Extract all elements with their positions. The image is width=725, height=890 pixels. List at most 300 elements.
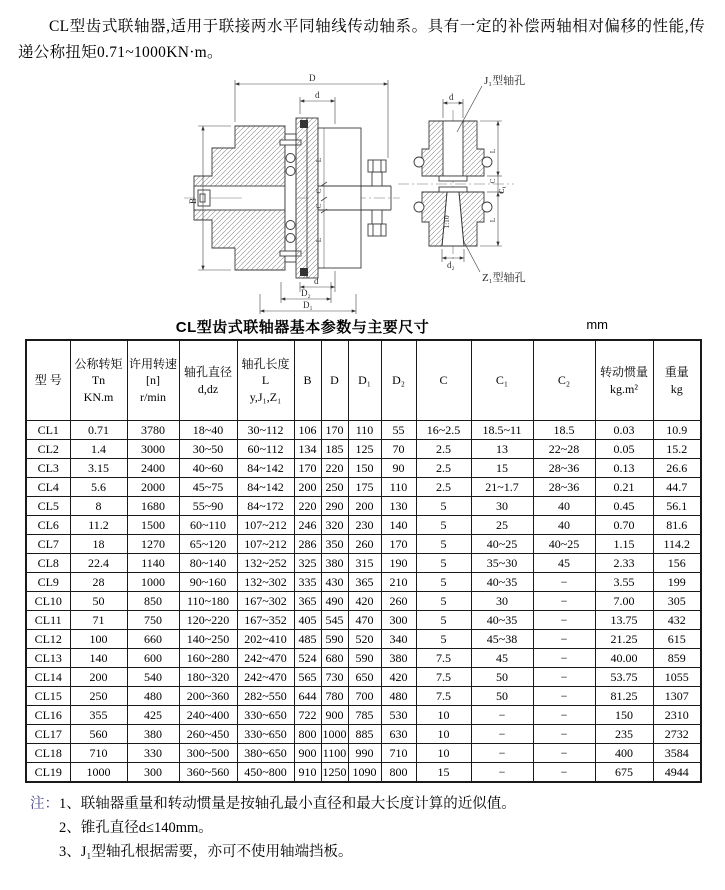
table-row [26,497,701,516]
value-cell: 2400 [127,459,179,478]
value-cell: 730 [321,668,348,687]
model-cell: CL8 [26,554,70,573]
value-cell: 18.5~11 [471,421,533,440]
value-cell: 300~500 [179,744,237,763]
value-cell: 56.1 [653,497,701,516]
value-cell: 470 [348,611,381,630]
model-cell: CL12 [26,630,70,649]
value-cell: 7.5 [416,649,471,668]
value-cell: 450~800 [237,763,294,783]
j1-bore-callout: J₁型轴孔 [484,75,526,87]
table-row [26,440,701,459]
table-row [26,630,701,649]
value-cell: 600 [127,649,179,668]
value-cell: 330~650 [237,725,294,744]
value-cell: 405 [294,611,321,630]
model-cell: CL14 [26,668,70,687]
model-cell: CL1 [26,421,70,440]
value-cell: 40~35 [471,573,533,592]
value-cell: 490 [321,592,348,611]
value-cell: 1055 [653,668,701,687]
value-cell: 325 [294,554,321,573]
value-cell: 13 [471,440,533,459]
value-cell: 900 [321,706,348,725]
value-cell: 540 [127,668,179,687]
column-header: 轴孔直径 d,dz [179,340,237,421]
value-cell: 350 [321,535,348,554]
value-cell: 140 [381,516,416,535]
value-cell: 400 [595,744,653,763]
value-cell: 106 [294,421,321,440]
table-row [26,554,701,573]
value-cell: 81.25 [595,687,653,706]
value-cell: 25 [471,516,533,535]
coupling-drawing-svg [146,70,576,314]
value-cell: 2.33 [595,554,653,573]
value-cell: 190 [381,554,416,573]
value-cell: − [471,725,533,744]
value-cell: 167~352 [237,611,294,630]
value-cell: 675 [595,763,653,783]
table-title-row [25,316,700,336]
note-item: 3、J₁型轴孔根据需要，亦可不使用轴端挡板。 [59,844,353,860]
value-cell: 230 [348,516,381,535]
table-row [26,535,701,554]
value-cell: 40~25 [471,535,533,554]
table-row [26,725,701,744]
value-cell: 65~120 [179,535,237,554]
value-cell: 630 [381,725,416,744]
table-row [26,687,701,706]
dim-d-top-label: d [315,90,320,100]
value-cell: 10 [416,706,471,725]
value-cell: − [471,744,533,763]
value-cell: 5 [416,497,471,516]
value-cell: 0.21 [595,478,653,497]
value-cell: 7.00 [595,592,653,611]
parameters-table [25,339,702,783]
model-cell: CL9 [26,573,70,592]
value-cell: 680 [321,649,348,668]
model-cell: CL18 [26,744,70,763]
value-cell: 644 [294,687,321,706]
value-cell: 250 [321,478,348,497]
model-cell: CL2 [26,440,70,459]
table-row [26,421,701,440]
value-cell: 150 [595,706,653,725]
value-cell: 750 [127,611,179,630]
value-cell: 315 [348,554,381,573]
dim-d-bottom-label: d [314,276,319,286]
value-cell: 18.5 [533,421,595,440]
column-header: C [416,340,471,421]
value-cell: 432 [653,611,701,630]
value-cell: 70 [381,440,416,459]
value-cell: 50 [70,592,127,611]
column-header: 许用转速 [n] r/min [127,340,179,421]
value-cell: 380 [321,554,348,573]
dim-D-label: D [309,73,316,83]
z1-bore-callout: Z₁型轴孔 [482,272,526,284]
value-cell: 40~25 [533,535,595,554]
value-cell: 53.75 [595,668,653,687]
taper-label: 1:10 [442,215,451,229]
value-cell: 1680 [127,497,179,516]
value-cell: 305 [653,592,701,611]
value-cell: 5 [416,554,471,573]
value-cell: 235 [595,725,653,744]
value-cell: 81.6 [653,516,701,535]
model-cell: CL10 [26,592,70,611]
value-cell: 545 [321,611,348,630]
notes-prefix: 注： [30,796,59,812]
value-cell: 44.7 [653,478,701,497]
value-cell: 0.70 [595,516,653,535]
value-cell: 240~400 [179,706,237,725]
value-cell: 5 [416,516,471,535]
value-cell: 0.05 [595,440,653,459]
model-cell: CL5 [26,497,70,516]
value-cell: − [533,706,595,725]
value-cell: 260 [348,535,381,554]
value-cell: 8 [70,497,127,516]
value-cell: 30~50 [179,440,237,459]
coupling-drawing [146,70,725,314]
dim-C-label: C [488,178,497,184]
value-cell: 520 [348,630,381,649]
table-row [26,592,701,611]
value-cell: − [471,763,533,783]
table-row [26,763,701,783]
value-cell: 420 [348,592,381,611]
intro-paragraph: CL型齿式联轴器,适用于联接两水平同轴线传动轴系。具有一定的补偿两轴相对偏移的性能,传递公称扭矩0.71~1000KN·m。 [18,18,705,61]
dim-C-upper-label: C [314,188,323,194]
value-cell: 990 [348,744,381,763]
value-cell: 0.13 [595,459,653,478]
value-cell: 560 [70,725,127,744]
column-header: B [294,340,321,421]
dim-dz-label: d₂ [447,260,455,270]
value-cell: 18~40 [179,421,237,440]
value-cell: 200~360 [179,687,237,706]
value-cell: 485 [294,630,321,649]
value-cell: 1000 [70,763,127,783]
dim-L-lower-label: L [314,237,323,243]
value-cell: 260~450 [179,725,237,744]
value-cell: 780 [321,687,348,706]
value-cell: 1090 [348,763,381,783]
dim-d1-label: d [449,92,454,102]
value-cell: 590 [348,649,381,668]
value-cell: 480 [381,687,416,706]
value-cell: 114.2 [653,535,701,554]
value-cell: 130 [381,497,416,516]
value-cell: 3.15 [70,459,127,478]
value-cell: 21~1.7 [471,478,533,497]
table-row [26,573,701,592]
notes-list [30,792,725,864]
value-cell: − [533,744,595,763]
value-cell: 40~60 [179,459,237,478]
value-cell: 84~172 [237,497,294,516]
value-cell: 5 [416,630,471,649]
value-cell: 0.03 [595,421,653,440]
value-cell: 3780 [127,421,179,440]
value-cell: 140 [70,649,127,668]
column-header: D [321,340,348,421]
value-cell: 21.25 [595,630,653,649]
column-header: C₂ [533,340,595,421]
value-cell: 180~320 [179,668,237,687]
value-cell: 107~212 [237,535,294,554]
value-cell: 480 [127,687,179,706]
value-cell: 35~30 [471,554,533,573]
table-row [26,516,701,535]
value-cell: 1.15 [595,535,653,554]
dim-L-top-label: L [488,148,497,154]
value-cell: − [533,763,595,783]
value-cell: 1100 [321,744,348,763]
model-cell: CL11 [26,611,70,630]
column-header: D₂ [381,340,416,421]
value-cell: 300 [127,763,179,783]
value-cell: 4944 [653,763,701,783]
value-cell: 45 [533,554,595,573]
value-cell: 1250 [321,763,348,783]
value-cell: 55~90 [179,497,237,516]
value-cell: 71 [70,611,127,630]
value-cell: 2.5 [416,478,471,497]
value-cell: 45 [471,649,533,668]
value-cell: 530 [381,706,416,725]
value-cell: 282~550 [237,687,294,706]
value-cell: 5 [416,573,471,592]
value-cell: 15.2 [653,440,701,459]
value-cell: 650 [348,668,381,687]
value-cell: 7.5 [416,687,471,706]
value-cell: 132~252 [237,554,294,573]
value-cell: − [533,649,595,668]
table-row [26,459,701,478]
value-cell: 200 [294,478,321,497]
value-cell: 380~650 [237,744,294,763]
value-cell: 30~112 [237,421,294,440]
value-cell: 13.75 [595,611,653,630]
value-cell: 50 [471,668,533,687]
dim-L-bottom-label: L [488,217,497,223]
value-cell: 5 [416,535,471,554]
value-cell: 360~560 [179,763,237,783]
value-cell: 110 [348,421,381,440]
value-cell: 785 [348,706,381,725]
value-cell: 15 [471,459,533,478]
value-cell: 335 [294,573,321,592]
left-view [184,118,400,278]
table-title: CL型齿式联轴器基本参数与主要尺寸 [175,319,430,336]
value-cell: 40 [533,497,595,516]
note-item: 注：1、联轴器重量和转动惯量是按轴孔最小直径和最大长度计算的近似值。 [30,796,516,812]
value-cell: 3584 [653,744,701,763]
value-cell: 1307 [653,687,701,706]
value-cell: 22~28 [533,440,595,459]
column-header: 型 号 [26,340,70,421]
model-cell: CL17 [26,725,70,744]
value-cell: 2.5 [416,440,471,459]
value-cell: 90~160 [179,573,237,592]
value-cell: 1270 [127,535,179,554]
dim-B-label: B [188,197,198,205]
value-cell: 30 [471,497,533,516]
value-cell: 3000 [127,440,179,459]
value-cell: 290 [321,497,348,516]
value-cell: 1.4 [70,440,127,459]
value-cell: 910 [294,763,321,783]
value-cell: 0.45 [595,497,653,516]
model-cell: CL16 [26,706,70,725]
table-row [26,478,701,497]
value-cell: 859 [653,649,701,668]
value-cell: 28~36 [533,478,595,497]
column-header: 重量 kg [653,340,701,421]
value-cell: 246 [294,516,321,535]
value-cell: 156 [653,554,701,573]
table-row [26,649,701,668]
dim-L-upper-label: L [314,157,323,163]
document-page [0,14,725,890]
value-cell: 10 [416,744,471,763]
value-cell: 40 [533,516,595,535]
table-row [26,706,701,725]
column-header: 轴孔长度 L y,J₁,Z₁ [237,340,294,421]
value-cell: 300 [381,611,416,630]
value-cell: 660 [127,630,179,649]
value-cell: 365 [348,573,381,592]
value-cell: 1000 [127,573,179,592]
value-cell: 380 [127,725,179,744]
dim-D1-label: D₁ [303,300,313,310]
note-item: 2、锥孔直径d≤140mm。 [59,820,213,836]
value-cell: 185 [321,440,348,459]
value-cell: 100 [70,630,127,649]
value-cell: 565 [294,668,321,687]
value-cell: 242~470 [237,649,294,668]
value-cell: 590 [321,630,348,649]
value-cell: 2732 [653,725,701,744]
value-cell: 260 [381,592,416,611]
value-cell: 355 [70,706,127,725]
value-cell: 170 [294,459,321,478]
model-cell: CL3 [26,459,70,478]
value-cell: 7.5 [416,668,471,687]
column-header: D₁ [348,340,381,421]
table-row [26,744,701,763]
value-cell: 110~180 [179,592,237,611]
value-cell: 55 [381,421,416,440]
value-cell: 175 [348,478,381,497]
value-cell: 340 [381,630,416,649]
value-cell: 885 [348,725,381,744]
value-cell: 5 [416,592,471,611]
value-cell: 330~650 [237,706,294,725]
value-cell: 132~302 [237,573,294,592]
value-cell: 320 [321,516,348,535]
value-cell: 210 [381,573,416,592]
value-cell: 0.71 [70,421,127,440]
value-cell: 800 [381,763,416,783]
value-cell: 420 [381,668,416,687]
value-cell: 160~280 [179,649,237,668]
value-cell: − [533,668,595,687]
value-cell: − [471,706,533,725]
value-cell: 200 [70,668,127,687]
value-cell: 80~140 [179,554,237,573]
value-cell: 28 [70,573,127,592]
value-cell: 15 [416,763,471,783]
value-cell: 170 [381,535,416,554]
model-cell: CL13 [26,649,70,668]
value-cell: 220 [294,497,321,516]
value-cell: 850 [127,592,179,611]
value-cell: 120~220 [179,611,237,630]
value-cell: 524 [294,649,321,668]
value-cell: 286 [294,535,321,554]
value-cell: − [533,687,595,706]
value-cell: 202~410 [237,630,294,649]
value-cell: 28~36 [533,459,595,478]
value-cell: 22.4 [70,554,127,573]
value-cell: 125 [348,440,381,459]
value-cell: − [533,725,595,744]
value-cell: 26.6 [653,459,701,478]
model-cell: CL15 [26,687,70,706]
value-cell: 2.5 [416,459,471,478]
value-cell: − [533,630,595,649]
value-cell: 425 [127,706,179,725]
value-cell: 11.2 [70,516,127,535]
value-cell: 18 [70,535,127,554]
model-cell: CL7 [26,535,70,554]
value-cell: 45~38 [471,630,533,649]
value-cell: 50 [471,687,533,706]
model-cell: CL6 [26,516,70,535]
value-cell: − [533,592,595,611]
value-cell: − [533,573,595,592]
value-cell: 170 [321,421,348,440]
value-cell: 10 [416,725,471,744]
value-cell: 1140 [127,554,179,573]
value-cell: 5 [416,611,471,630]
value-cell: 167~302 [237,592,294,611]
column-header: 转动惯量 kg.m² [595,340,653,421]
value-cell: 60~112 [237,440,294,459]
value-cell: 107~212 [237,516,294,535]
value-cell: 3.55 [595,573,653,592]
dim-C1-label: C₁ [497,186,506,194]
value-cell: 134 [294,440,321,459]
value-cell: 199 [653,573,701,592]
value-cell: 5.6 [70,478,127,497]
value-cell: 615 [653,630,701,649]
value-cell: 250 [70,687,127,706]
dim-C-lower-label: C [314,203,323,209]
value-cell: 40.00 [595,649,653,668]
header-row [26,340,701,421]
model-cell: CL19 [26,763,70,783]
value-cell: 710 [381,744,416,763]
value-cell: 220 [321,459,348,478]
value-cell: 330 [127,744,179,763]
column-header: C₁ [471,340,533,421]
